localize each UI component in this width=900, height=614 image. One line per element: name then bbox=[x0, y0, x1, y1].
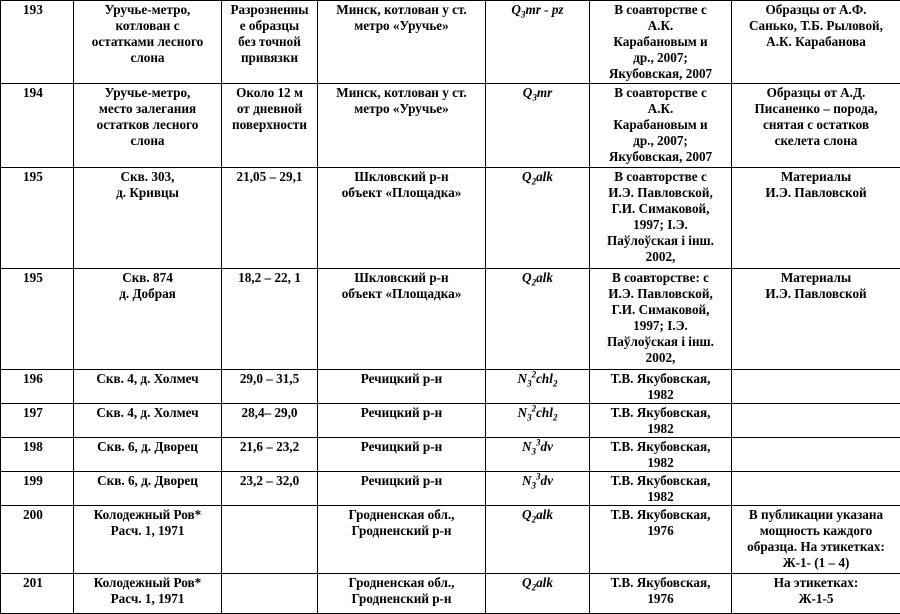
index-main: Q bbox=[522, 169, 532, 184]
author-cell: Т.В. Якубовская, 1982 bbox=[590, 370, 732, 404]
object-cell: Гродненская обл., Гродненский р-н bbox=[318, 506, 486, 574]
index-main: N bbox=[522, 439, 532, 454]
index-sub: 3 bbox=[532, 447, 537, 457]
object-cell: Минск, котлован у ст. метро «Уручье» bbox=[318, 1, 486, 84]
index-cell bbox=[486, 168, 590, 269]
depth-cell bbox=[222, 506, 318, 574]
depth-cell: 23,2 – 32,0 bbox=[222, 472, 318, 506]
index-cell bbox=[486, 574, 590, 614]
object-cell: Минск, котлован у ст. метро «Уручье» bbox=[318, 84, 486, 168]
table-row bbox=[1, 438, 900, 472]
index-sub: 3 bbox=[532, 481, 537, 491]
index-sub: 3 bbox=[521, 10, 526, 20]
row-number: 197 bbox=[1, 404, 74, 438]
author-cell: Т.В. Якубовская, 1976 bbox=[590, 506, 732, 574]
note-cell: В публикации указана мощность каждого образца. На этикетках: Ж-1- (1 – 4) bbox=[732, 506, 900, 574]
row-number: 199 bbox=[1, 472, 74, 506]
location-cell: Скв. 6, д. Дворец bbox=[74, 472, 222, 506]
table-row bbox=[1, 506, 900, 574]
author-cell: В соавторстве с А.К. Карабановым и др., 2007; Якубовская, 2007 bbox=[590, 1, 732, 84]
index-sub: 3 bbox=[527, 379, 532, 389]
row-number: 200 bbox=[1, 506, 74, 574]
depth-cell: Около 12 м от дневной поверхности bbox=[222, 84, 318, 168]
location-cell: Скв. 6, д. Дворец bbox=[74, 438, 222, 472]
index-main: N bbox=[518, 405, 528, 420]
index-rest: dv bbox=[541, 439, 553, 454]
author-cell: Т.В. Якубовская, 1976 bbox=[590, 574, 732, 614]
index-main: N bbox=[522, 473, 532, 488]
index-rest: mr - pz bbox=[525, 2, 563, 17]
location-cell: Уручье-метро, место залегания остатков лесного слона bbox=[74, 84, 222, 168]
table-row bbox=[1, 404, 900, 438]
index-cell bbox=[486, 1, 590, 84]
note-cell bbox=[732, 404, 900, 438]
index-main: Q bbox=[523, 85, 533, 100]
row-number: 195 bbox=[1, 168, 74, 269]
location-cell: Колодежный Ров* Расч. 1, 1971 bbox=[74, 574, 222, 614]
table-body bbox=[1, 1, 900, 614]
note-cell bbox=[732, 472, 900, 506]
note-cell bbox=[732, 370, 900, 404]
index-cell bbox=[486, 370, 590, 404]
author-cell: Т.В. Якубовская, 1982 bbox=[590, 438, 732, 472]
depth-cell: 28,4– 29,0 bbox=[222, 404, 318, 438]
object-cell: Речицкий р-н bbox=[318, 472, 486, 506]
index-main: Q bbox=[511, 2, 521, 17]
row-number: 194 bbox=[1, 84, 74, 168]
depth-cell: 21,6 – 23,2 bbox=[222, 438, 318, 472]
index-sub: 2 bbox=[532, 177, 537, 187]
location-cell: Скв. 303, д. Кривцы bbox=[74, 168, 222, 269]
index-cell bbox=[486, 269, 590, 370]
row-number: 193 bbox=[1, 1, 74, 84]
table-row bbox=[1, 574, 900, 614]
index-rest: alk bbox=[536, 270, 553, 285]
depth-cell: Разрозненны е образцы без точной привязки bbox=[222, 1, 318, 84]
index-rest: mr bbox=[537, 85, 552, 100]
index-cell bbox=[486, 404, 590, 438]
index-main: Q bbox=[522, 507, 532, 522]
note-cell: На этикетках: Ж-1-5 bbox=[732, 574, 900, 614]
location-cell: Скв. 4, д. Холмеч bbox=[74, 370, 222, 404]
row-number: 195 bbox=[1, 269, 74, 370]
depth-cell: 29,0 – 31,5 bbox=[222, 370, 318, 404]
location-cell: Скв. 4, д. Холмеч bbox=[74, 404, 222, 438]
note-cell: Образцы от А.Ф. Санько, Т.Б. Рыловой, А.К. Карабанова bbox=[732, 1, 900, 84]
depth-cell bbox=[222, 574, 318, 614]
location-cell: Скв. 874 д. Добрая bbox=[74, 269, 222, 370]
table-row bbox=[1, 84, 900, 168]
row-number: 198 bbox=[1, 438, 74, 472]
object-cell: Шкловский р-н объект «Площадка» bbox=[318, 269, 486, 370]
table-row bbox=[1, 1, 900, 84]
index-rest: alk bbox=[536, 169, 553, 184]
index-sub2: 2 bbox=[553, 413, 558, 423]
index-sup: 3 bbox=[536, 472, 541, 482]
index-cell bbox=[486, 506, 590, 574]
author-cell: Т.В. Якубовская, 1982 bbox=[590, 404, 732, 438]
author-cell: В соавторстве с А.К. Карабановым и др., 2007; Якубовская, 2007 bbox=[590, 84, 732, 168]
index-sub2: 2 bbox=[553, 379, 558, 389]
index-rest: chl bbox=[536, 405, 553, 420]
table-row bbox=[1, 269, 900, 370]
index-cell bbox=[486, 472, 590, 506]
note-cell: Материалы И.Э. Павловской bbox=[732, 168, 900, 269]
index-rest: alk bbox=[536, 507, 553, 522]
row-number: 201 bbox=[1, 574, 74, 614]
author-cell: В соавторстве: с И.Э. Павловской, Г.И. Симаковой, 1997; І.Э. Паўлоўская і інш. 2002, bbox=[590, 269, 732, 370]
index-sub: 2 bbox=[532, 583, 537, 593]
index-sub: 2 bbox=[532, 278, 537, 288]
index-main: Q bbox=[522, 575, 532, 590]
table-row bbox=[1, 168, 900, 269]
index-rest: dv bbox=[541, 473, 553, 488]
index-main: Q bbox=[522, 270, 532, 285]
author-cell: В соавторстве с И.Э. Павловской, Г.И. Симаковой, 1997; І.Э. Паўлоўская і інш. 2002, bbox=[590, 168, 732, 269]
index-sup: 2 bbox=[532, 370, 537, 380]
object-cell: Шкловский р-н объект «Площадка» bbox=[318, 168, 486, 269]
index-rest: alk bbox=[536, 575, 553, 590]
object-cell: Речицкий р-н bbox=[318, 438, 486, 472]
object-cell: Речицкий р-н bbox=[318, 404, 486, 438]
note-cell bbox=[732, 438, 900, 472]
row-number: 196 bbox=[1, 370, 74, 404]
table-row bbox=[1, 370, 900, 404]
depth-cell: 21,05 – 29,1 bbox=[222, 168, 318, 269]
note-cell: Материалы И.Э. Павловской bbox=[732, 269, 900, 370]
index-cell bbox=[486, 438, 590, 472]
index-rest: chl bbox=[536, 371, 553, 386]
table-row bbox=[1, 472, 900, 506]
object-cell: Гродненская обл., Гродненский р-н bbox=[318, 574, 486, 614]
object-cell: Речицкий р-н bbox=[318, 370, 486, 404]
location-cell: Колодежный Ров* Расч. 1, 1971 bbox=[74, 506, 222, 574]
index-sub: 3 bbox=[532, 93, 537, 103]
index-sup: 3 bbox=[536, 438, 541, 448]
location-cell: Уручье-метро, котлован с остатками лесного слона bbox=[74, 1, 222, 84]
index-sup: 2 bbox=[532, 404, 537, 414]
depth-cell: 18,2 – 22, 1 bbox=[222, 269, 318, 370]
index-cell bbox=[486, 84, 590, 168]
index-sub: 3 bbox=[527, 413, 532, 423]
index-main: N bbox=[518, 371, 528, 386]
note-cell: Образцы от А.Д. Писаненко – порода, снятая с остатков скелета слона bbox=[732, 84, 900, 168]
index-sub: 2 bbox=[532, 515, 537, 525]
author-cell: Т.В. Якубовская, 1982 bbox=[590, 472, 732, 506]
